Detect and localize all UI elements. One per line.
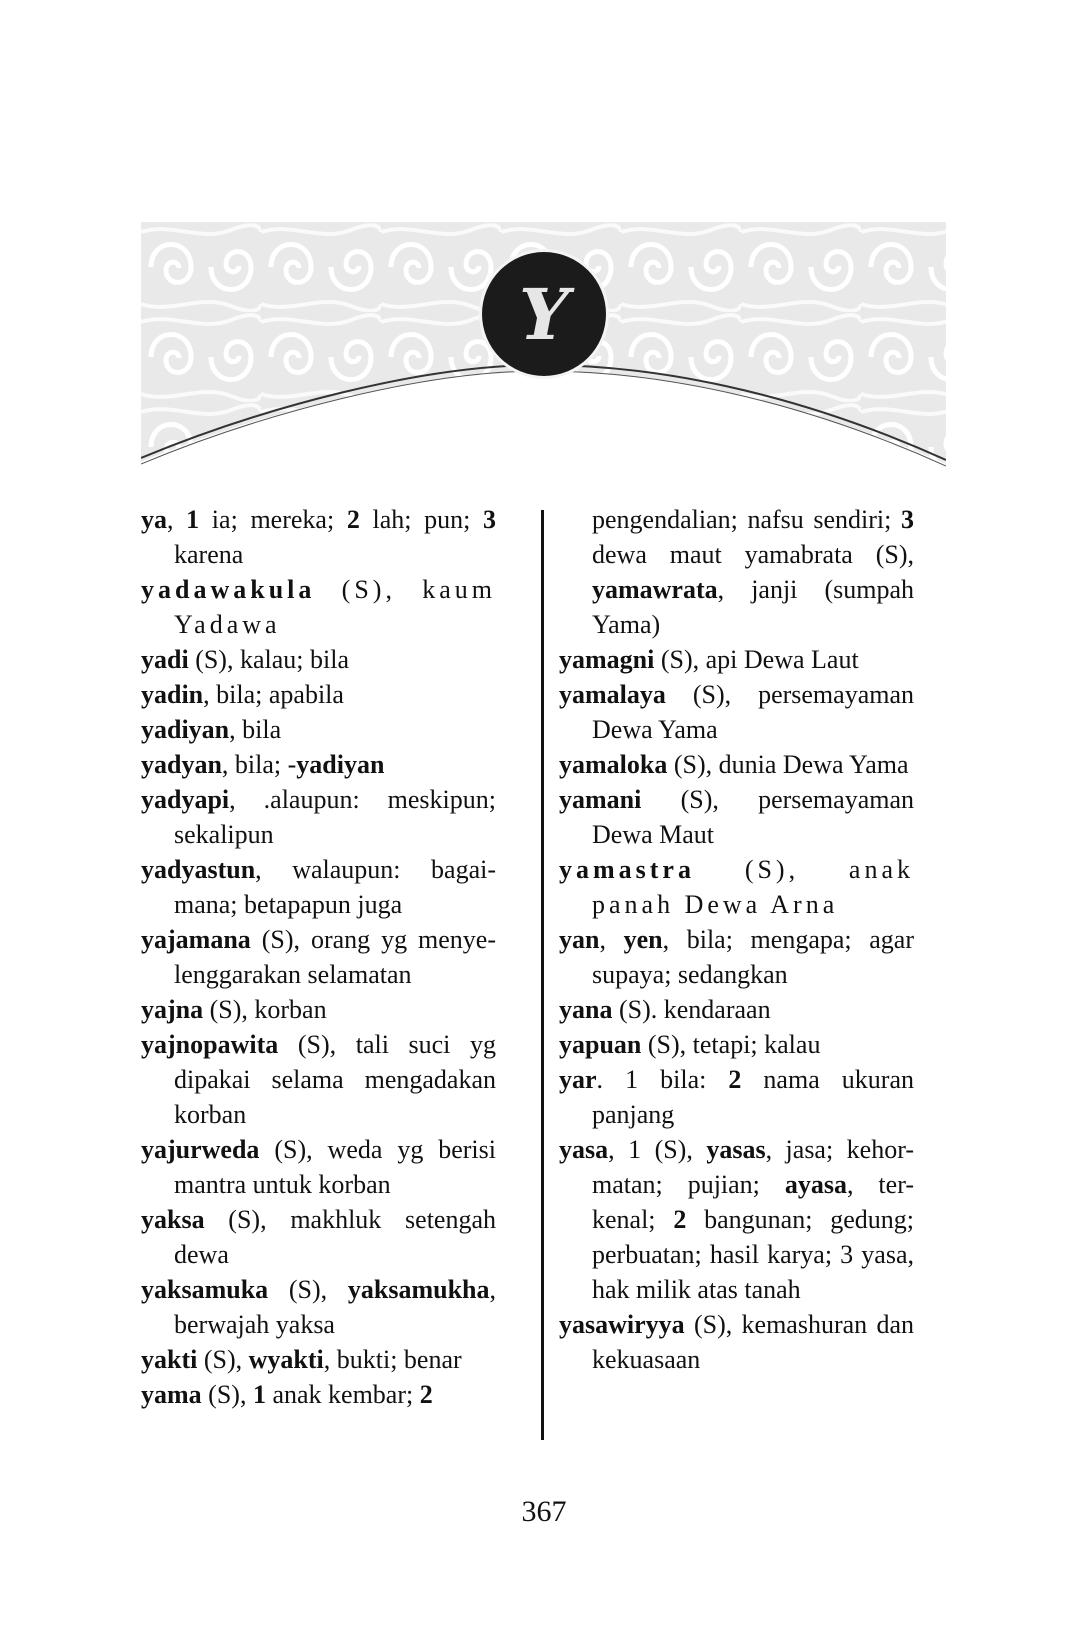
bold-term: 2 bbox=[419, 1380, 433, 1409]
dictionary-entry bbox=[559, 677, 914, 747]
dictionary-entry bbox=[559, 852, 914, 922]
dictionary-entry bbox=[559, 1027, 914, 1062]
entry-definition: , walaupun: bagai- mana; betapapun juga bbox=[174, 855, 496, 919]
entry-definition: (S), tali suci yg dipakai selama mengadakan korban bbox=[174, 1030, 496, 1129]
dictionary-entry bbox=[559, 1062, 914, 1132]
entry-definition: (S), 1 anak kembar; 2 bbox=[201, 1380, 433, 1409]
entry-headword: yadawakula bbox=[141, 575, 316, 604]
entry-headword: yadyastun bbox=[141, 855, 256, 884]
dictionary-entry bbox=[141, 712, 496, 747]
entry-headword: yamani bbox=[559, 785, 642, 814]
entry-headword: yadyapi bbox=[141, 785, 230, 814]
entry-definition: (S), anak panah Dewa Arna bbox=[592, 855, 914, 919]
entry-definition: (S), weda yg berisi mantra untuk korban bbox=[174, 1135, 496, 1199]
bold-term: 1 bbox=[186, 505, 200, 534]
dictionary-entry bbox=[141, 992, 496, 1027]
entry-headword: yaksa bbox=[141, 1205, 205, 1234]
dictionary-entry bbox=[559, 782, 914, 852]
chapter-letter: Y bbox=[519, 272, 569, 356]
dictionary-entry bbox=[141, 1342, 496, 1377]
entry-headword: yajamana bbox=[141, 925, 251, 954]
entry-headword: yajurweda bbox=[141, 1135, 260, 1164]
bold-term: 2 bbox=[728, 1065, 742, 1094]
entry-definition: (S), tetapi; kalau bbox=[641, 1030, 821, 1059]
entry-definition: (S), kaum Yadawa bbox=[174, 575, 496, 639]
entry-headword: yamaloka bbox=[559, 750, 668, 779]
entry-definition: (S), dunia Dewa Yama bbox=[667, 750, 909, 779]
entry-headword: yar bbox=[559, 1065, 597, 1094]
bold-term: yaksamukha bbox=[347, 1275, 490, 1304]
dictionary-entry bbox=[141, 782, 496, 852]
entry-headword: yakti bbox=[141, 1345, 198, 1374]
entry-headword: yadi bbox=[141, 645, 189, 674]
entry-headword: yadin bbox=[141, 680, 204, 709]
entry-headword: yadyan bbox=[141, 750, 222, 779]
bold-term: 2 bbox=[346, 505, 360, 534]
bold-term: yamawrata bbox=[592, 575, 718, 604]
bold-term: yasas bbox=[706, 1135, 766, 1164]
dictionary-entry bbox=[141, 1027, 496, 1132]
bold-term: yadiyan bbox=[296, 750, 385, 779]
entry-definition: (S), kalau; bila bbox=[188, 645, 349, 674]
entry-headword: yan bbox=[559, 925, 600, 954]
bold-term: 1 bbox=[252, 1380, 266, 1409]
bold-term: 3 bbox=[901, 505, 914, 534]
dictionary-entry bbox=[141, 922, 496, 992]
entry-definition: , yen, bila; mengapa; agar supaya; sedangkan bbox=[592, 925, 914, 989]
dictionary-entry bbox=[141, 1272, 496, 1342]
entry-definition: (S), makhluk setengah dewa bbox=[174, 1205, 496, 1269]
entry-headword: yadiyan bbox=[141, 715, 230, 744]
entry-headword: yasa bbox=[559, 1135, 609, 1164]
entry-definition: (S), orang yg menye- lenggarakan selamatan bbox=[174, 925, 496, 989]
entry-definition: , bila; apabila bbox=[203, 680, 344, 709]
dictionary-entry bbox=[141, 852, 496, 922]
entry-definition: , .alaupun: meskipun; sekalipun bbox=[174, 785, 496, 849]
entry-definition: , 1 (S), yasas, jasa; kehor- matan; pujian; ayasa, ter- kenal; 2 bangunan; gedung; perbuatan; hasil karya; 3 yasa, hak milik atas tanah bbox=[592, 1135, 915, 1304]
dictionary-entry bbox=[559, 1307, 914, 1377]
entry-headword: yajnopawita bbox=[141, 1030, 279, 1059]
entry-definition: (S), persemayaman Dewa Maut bbox=[592, 785, 914, 849]
entry-definition: (S), persemayaman Dewa Yama bbox=[592, 680, 914, 744]
chapter-letter-badge bbox=[482, 252, 606, 376]
entry-definition: . 1 bila: 2 nama ukuran panjang bbox=[592, 1065, 914, 1129]
dictionary-entry bbox=[141, 747, 496, 782]
bold-term: wyakti bbox=[248, 1345, 324, 1374]
dictionary-entry bbox=[141, 572, 496, 642]
bold-term: ayasa bbox=[784, 1170, 847, 1199]
dictionary-entry bbox=[141, 1377, 496, 1412]
entry-headword: yama bbox=[141, 1380, 202, 1409]
entry-definition: (S), yaksamukha, berwajah yaksa bbox=[174, 1275, 496, 1339]
entry-definition: (S), korban bbox=[203, 995, 327, 1024]
dictionary-entry bbox=[559, 1132, 914, 1307]
dictionary-entry bbox=[559, 922, 914, 992]
entry-definition: (S), kemashuran dan kekuasaan bbox=[592, 1310, 914, 1374]
entry-headword: yana bbox=[559, 995, 613, 1024]
entry-definition: (S), wyakti, bukti; benar bbox=[197, 1345, 462, 1374]
dictionary-entry bbox=[141, 1132, 496, 1202]
left-column bbox=[141, 502, 496, 1412]
bold-term: yen bbox=[623, 925, 663, 954]
continued-entry: pengendalian; nafsu sendiri; 3 dewa maut yamabrata (S), yamawrata, janji (sumpah Yama) bbox=[592, 505, 914, 639]
entry-headword: yamagni bbox=[559, 645, 655, 674]
right-column bbox=[559, 502, 914, 1377]
column-divider bbox=[541, 510, 544, 1440]
dictionary-entry bbox=[141, 642, 496, 677]
bold-term: 2 bbox=[673, 1205, 687, 1234]
entry-headword: yaksamuka bbox=[141, 1275, 269, 1304]
dictionary-entry bbox=[141, 677, 496, 712]
entry-headword: yajna bbox=[141, 995, 204, 1024]
dictionary-entry bbox=[559, 992, 914, 1027]
dictionary-entry bbox=[559, 642, 914, 677]
dictionary-entry bbox=[141, 1202, 496, 1272]
entry-definition: , bila; -yadiyan bbox=[221, 750, 385, 779]
entry-definition: (S), api Dewa Laut bbox=[654, 645, 859, 674]
entry-definition: , 1 ia; mereka; 2 lah; pun; 3 karena bbox=[167, 505, 496, 569]
entry-headword: yasawiryya bbox=[559, 1310, 685, 1339]
bold-term: 3 bbox=[483, 505, 496, 534]
dictionary-entry bbox=[141, 502, 496, 572]
page-number: 367 bbox=[521, 1495, 567, 1528]
entry-headword: yamastra bbox=[559, 855, 695, 884]
entry-definition: , bila bbox=[229, 715, 282, 744]
entry-definition: (S). kendaraan bbox=[612, 995, 771, 1024]
entry-headword: ya bbox=[141, 505, 167, 534]
entry-headword: yapuan bbox=[559, 1030, 642, 1059]
entry-headword: yamalaya bbox=[559, 680, 666, 709]
dictionary-entry bbox=[559, 747, 914, 782]
